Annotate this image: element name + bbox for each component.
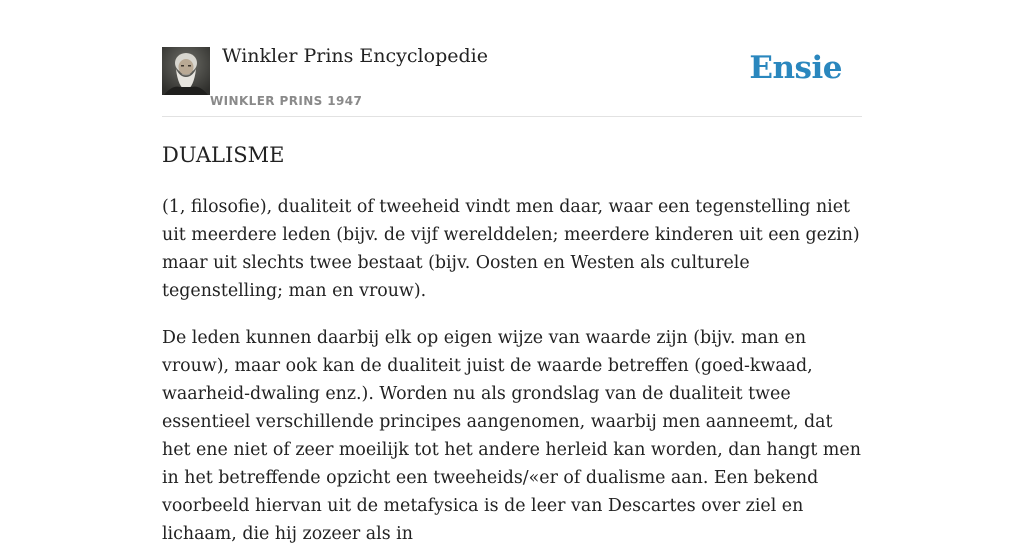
article-title: DUALISME [162, 143, 285, 167]
article-paragraph-2: De leden kunnen daarbij elk op eigen wijze van waarde zijn (bijv. man en vrouw), maar ook kan de dualiteit juist de waarde betreffen (goed-kwaad, waarheid-dwaling enz.). Worden nu als grondslag van de dualiteit twee essentieel verschillende principes aangenomen, waarbij men aanneemt, dat het ene niet of zeer moeilijk tot het andere herleid kan worden, dan hangt men in het betreffende opzicht een tweeheids/«er of dualisme aan. Een bekend voorbeeld hiervan uit de metafysica is de leer van Descartes over ziel en lichaam, die hij zozeer als in [162, 328, 861, 544]
article [162, 139, 862, 548]
ensie-logo-link[interactable]: Ensie [749, 50, 842, 86]
author-avatar[interactable] [162, 47, 210, 95]
author-portrait-icon [162, 47, 210, 95]
site-name-link[interactable]: Winkler Prins Encyclopedie [222, 45, 488, 67]
article-paragraph-1: (1, filosofie), dualiteit of tweeheid vindt men daar, waar een tegenstelling niet uit meerdere leden (bijv. de vijf werelddelen; meerdere kinderen uit een gezin) maar uit slechts twee bestaat (bijv. Oosten en Westen als culturele tegenstelling; man en vrouw). [162, 197, 860, 301]
site-header [162, 0, 862, 117]
source-label: WINKLER PRINS 1947 [210, 94, 363, 108]
